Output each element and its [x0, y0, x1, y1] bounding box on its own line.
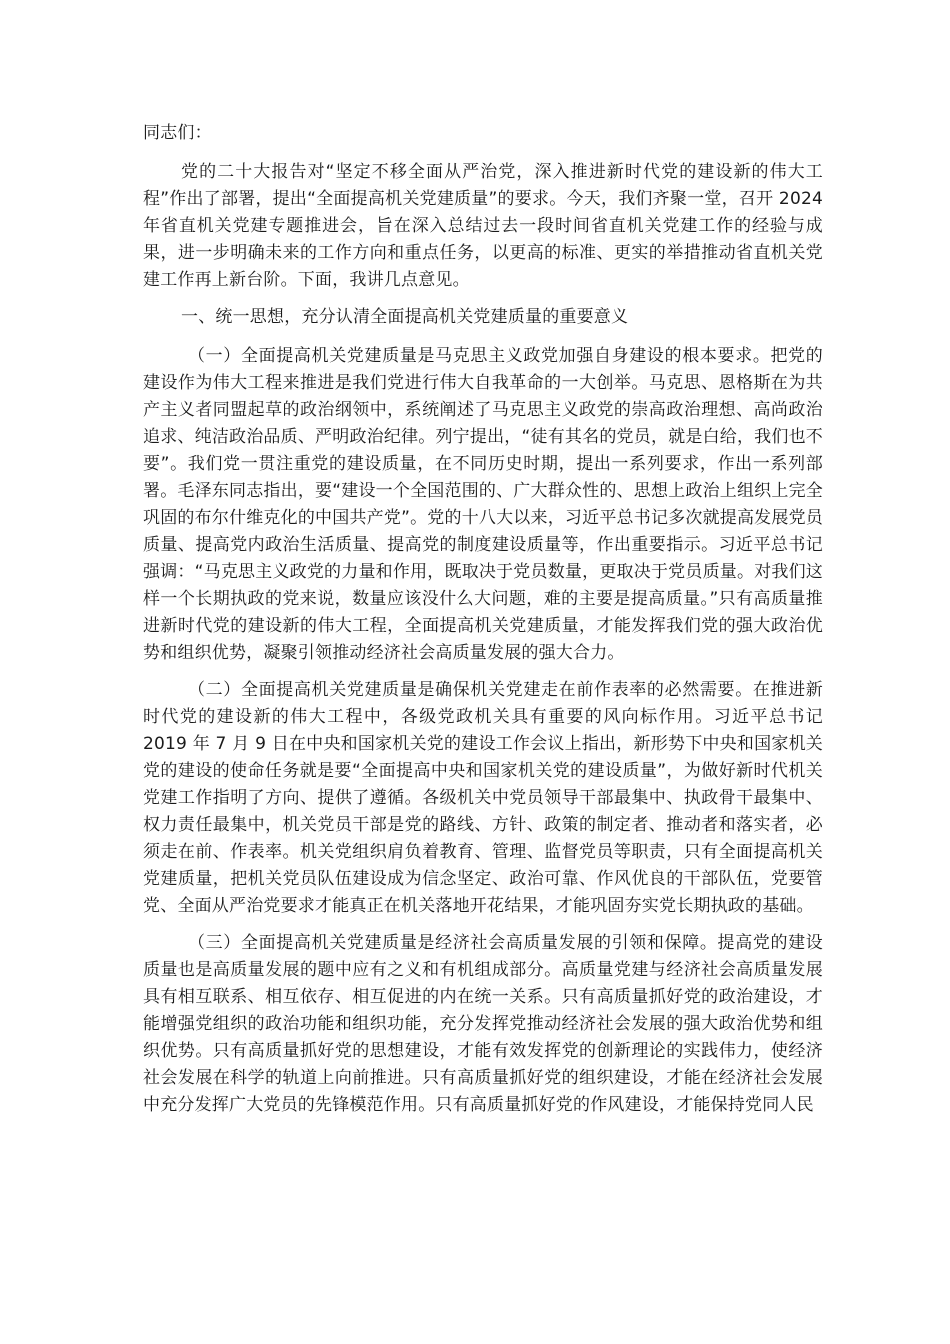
document-body	[143, 120, 823, 1129]
intro-paragraph: 党的二十大报告对“坚定不移全面从严治党，深入推进新时代党的建设新的伟大工程”作出了部署，提出“全面提高机关党建质量”的要求。今天，我们齐聚一堂，召开 2024 年省直机关党建专题推进会，旨在深入总结过去一段时间省直机关党建工作的经验与成果，进一步明确未来的工作方向和重点任务，以更高的标准、更实的举措推动省直机关党建工作再上新台阶。下面，我讲几点意见。	[143, 162, 823, 290]
body-paragraph-1: （一）全面提高机关党建质量是马克思主义政党加强自身建设的根本要求。把党的建设作为伟大工程来推进是我们党进行伟大自我革命的一大创举。马克思、恩格斯在为共产主义者同盟起草的政治纲领中，系统阐述了马克思主义政党的崇高政治理想、高尚政治追求、纯洁政治品质、严明政治纪律。列宁提出，“徒有其名的党员，就是白给，我们也不要”。我们党一贯注重党的建设质量，在不同历史时期，提出一系列要求，作出一系列部署。毛泽东同志指出，要“建设一个全国范围的、广大群众性的、思想上政治上组织上完全巩固的布尔什维克化的中国共产党”。党的十八大以来，习近平总书记多次就提高发展党员质量、提高党内政治生活质量、提高党的制度建设质量等，作出重要指示。习近平总书记强调：“马克思主义政党的力量和作用，既取决于党员数量，更取决于党员质量。对我们这样一个长期执政的党来说，数量应该没什么大问题，难的主要是提高质量。”只有高质量推进新时代党的建设新的伟大工程，全面提高机关党建质量，才能发挥我们党的强大政治优势和组织优势，凝聚引领推动经济社会高质量发展的强大合力。	[143, 346, 823, 663]
body-paragraph-2: （二）全面提高机关党建质量是确保机关党建走在前作表率的必然需要。在推进新时代党的建设新的伟大工程中，各级党政机关具有重要的风向标作用。习近平总书记 2019 年 7 月 9 日在中央和国家机关党的建设工作会议上指出，新形势下中央和国家机关党的建设的使命任务就是要“全面提高中央和国家机关党的建设质量”，为做好新时代机关党建工作指明了方向、提供了遵循。各级机关中党员领导干部最集中、执政骨干最集中、权力责任最集中，机关党员干部是党的路线、方针、政策的制定者、推动者和落实者，必须走在前、作表率。机关党组织肩负着教育、管理、监督党员等职责，只有全面提高机关党建质量，把机关党员队伍建设成为信念坚定、政治可靠、作风优良的干部队伍，党要管党、全面从严治党要求才能真正在机关落地开花结果，才能巩固夯实党长期执政的基础。	[143, 680, 823, 916]
greeting: 同志们：	[143, 123, 212, 143]
section-heading: 一、统一思想，充分认清全面提高机关党建质量的重要意义	[181, 307, 629, 327]
body-paragraph-3: （三）全面提高机关党建质量是经济社会高质量发展的引领和保障。提高党的建设质量也是高质量发展的题中应有之义和有机组成部分。高质量党建与经济社会高质量发展具有相互联系、相互依存、相互促进的内在统一关系。只有高质量抓好党的政治建设，才能增强党组织的政治功能和组织功能，充分发挥党推动经济社会发展的强大政治优势和组织优势。只有高质量抓好党的思想建设，才能有效发挥党的创新理论的实践伟力，使经济社会发展在科学的轨道上向前推进。只有高质量抓好党的组织建设，才能在经济社会发展中充分发挥广大党员的先锋模范作用。只有高质量抓好党的作风建设，才能保持党同人民	[143, 933, 823, 1115]
